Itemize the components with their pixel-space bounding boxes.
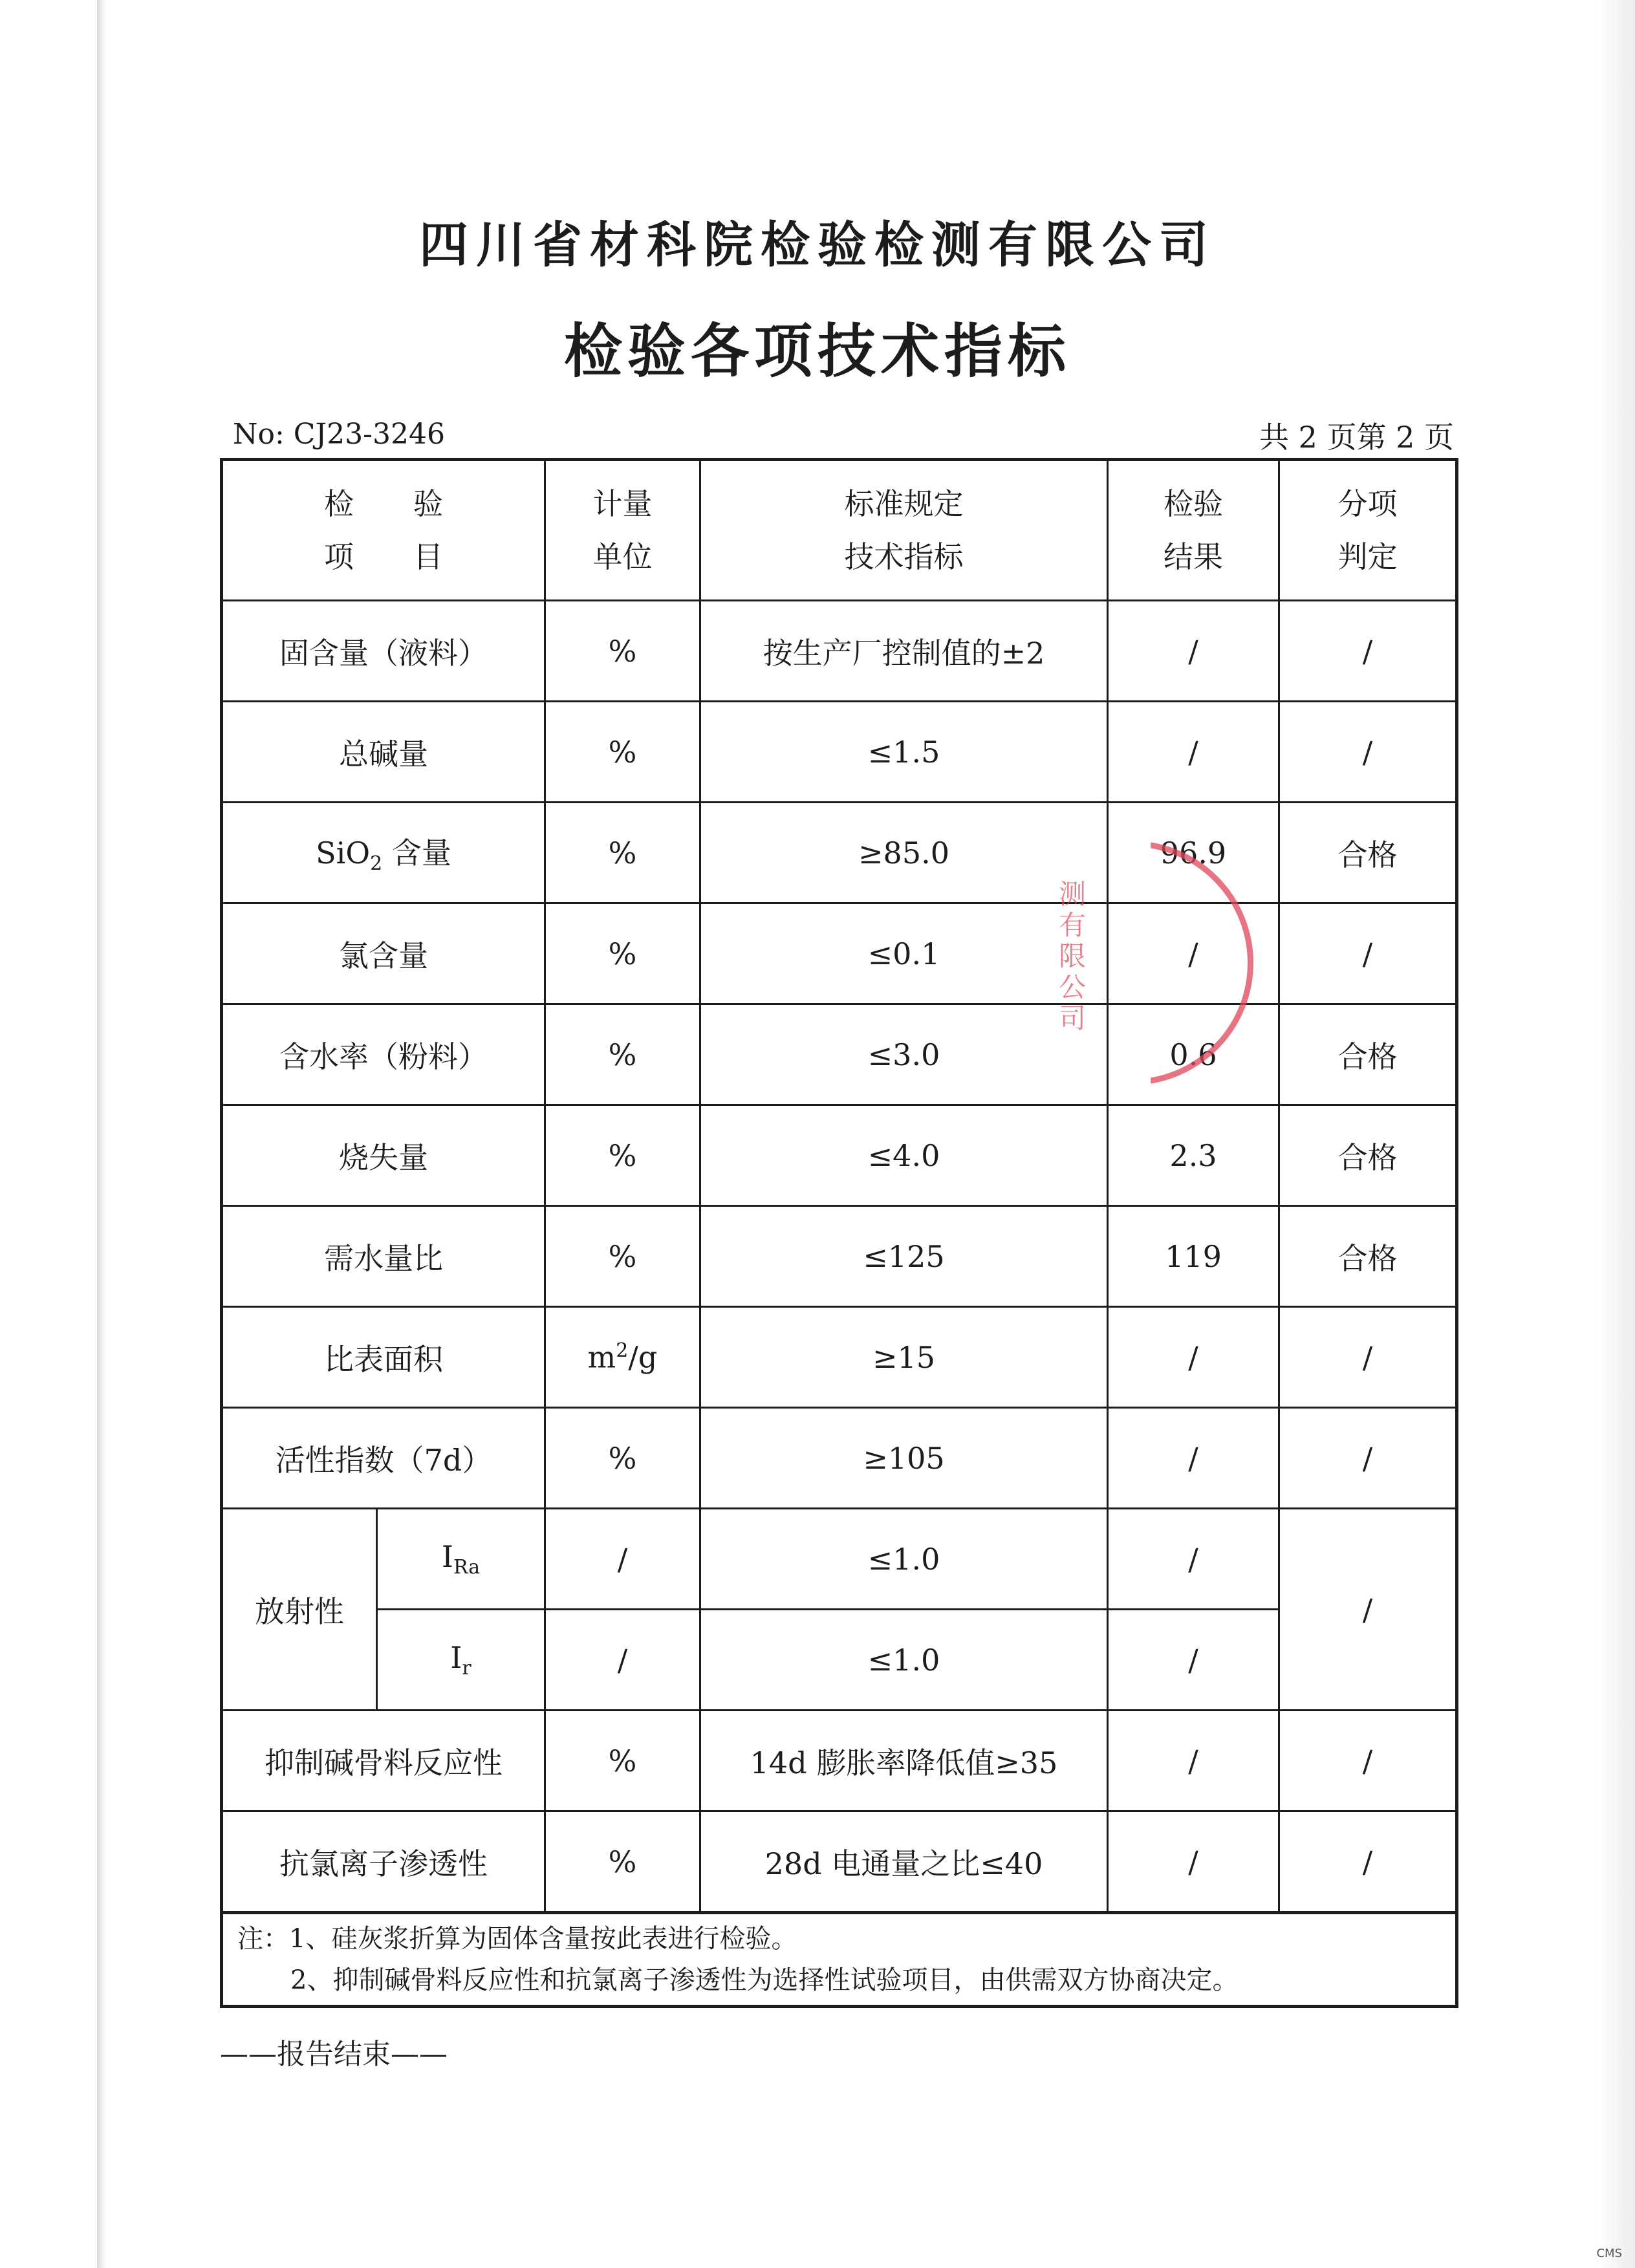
result-cell: / — [1108, 903, 1279, 1004]
result-cell: / — [1108, 1610, 1279, 1711]
document-title: 检验各项技术指标 — [564, 317, 1071, 385]
radioactivity-item-cell: 放射性 — [222, 1509, 377, 1711]
table-row — [222, 1408, 1457, 1509]
notes-cell — [222, 1913, 1457, 2007]
radioactivity-sub-item: $I_{Ra}$ — [377, 1509, 545, 1610]
result-cell: 119 — [1108, 1206, 1279, 1307]
item-cell: 需水量比 — [222, 1206, 545, 1307]
judgement-cell: / — [1279, 601, 1457, 702]
standard-cell: ≥105 — [700, 1408, 1108, 1509]
spec-table — [220, 458, 1458, 2008]
judgement-cell: / — [1279, 1307, 1457, 1408]
result-cell: / — [1108, 1509, 1279, 1610]
unit-cell: % — [545, 1004, 700, 1105]
standard-cell: 14d 膨胀率降低值≥35 — [700, 1711, 1108, 1811]
judgement-cell: 合格 — [1279, 1206, 1457, 1307]
item-cell: 活性指数（7d） — [222, 1408, 545, 1509]
result-cell: 0.6 — [1108, 1004, 1279, 1105]
item-cell: 含水率（粉料） — [222, 1004, 545, 1105]
judgement-cell: / — [1279, 1811, 1457, 1913]
table-row — [222, 1610, 1457, 1711]
table-row — [222, 601, 1457, 702]
item-cell: SiO$_2$ 含量 — [222, 803, 545, 903]
unit-cell: % — [545, 601, 700, 702]
stamp-text: 测有限公司 — [1055, 880, 1087, 1035]
table-row — [222, 1206, 1457, 1307]
table-header-row — [222, 460, 1457, 601]
header-judgement: 分项 判定 — [1279, 460, 1457, 601]
report-number: No: CJ23-3246 — [233, 418, 445, 451]
judgement-cell: / — [1279, 1711, 1457, 1811]
unit-cell: % — [545, 903, 700, 1004]
result-cell: 96.9 — [1108, 803, 1279, 903]
unit-cell: % — [545, 1711, 700, 1811]
unit-cell: % — [545, 803, 700, 903]
unit-cell: % — [545, 1408, 700, 1509]
table-row — [222, 1711, 1457, 1811]
report-end-mark: ——报告结束—— — [220, 2038, 448, 2071]
result-cell: / — [1108, 1811, 1279, 1913]
company-name: 四川省材科院检验检测有限公司 — [419, 216, 1216, 274]
item-cell: 抑制碱骨料反应性 — [222, 1711, 545, 1811]
item-cell: 比表面积 — [222, 1307, 545, 1408]
note-line: 2、抑制碱骨料反应性和抗氯离子渗透性为选择性试验项目，由供需双方协商决定。 — [290, 1965, 1239, 1995]
notes-row — [222, 1913, 1457, 2007]
header-item: 检 验 项 目 — [222, 460, 545, 601]
standard-cell: ≤125 — [700, 1206, 1108, 1307]
page-count: 共 2 页第 2 页 — [1259, 420, 1454, 455]
judgement-cell: 合格 — [1279, 1004, 1457, 1105]
header-standard: 标准规定 技术指标 — [700, 460, 1108, 601]
judgement-cell: 合格 — [1279, 803, 1457, 903]
standard-cell: ≥15 — [700, 1307, 1108, 1408]
standard-cell: ≤0.1 — [700, 903, 1108, 1004]
unit-cell: / — [545, 1610, 700, 1711]
result-cell: / — [1108, 1307, 1279, 1408]
judgement-cell: 合格 — [1279, 1105, 1457, 1206]
watermark-logo: CMS — [1596, 2247, 1622, 2260]
item-cell: 固含量（液料） — [222, 601, 545, 702]
judgement-cell: / — [1279, 702, 1457, 803]
radioactivity-sub-item: $I_r$ — [377, 1610, 545, 1711]
table-row — [222, 903, 1457, 1004]
table-row — [222, 803, 1457, 903]
result-cell: / — [1108, 1711, 1279, 1811]
standard-cell: 28d 电通量之比≤40 — [700, 1811, 1108, 1913]
unit-cell: $m^2/g$ — [545, 1307, 700, 1408]
standard-cell: ≤1.0 — [700, 1509, 1108, 1610]
unit-cell: / — [545, 1509, 700, 1610]
header-result: 检验 结果 — [1108, 460, 1279, 601]
table-row — [222, 1307, 1457, 1408]
note-line: 注：1、硅灰浆折算为固体含量按此表进行检验。 — [237, 1924, 797, 1954]
unit-cell: % — [545, 1105, 700, 1206]
standard-cell: 按生产厂控制值的±2 — [700, 601, 1108, 702]
standard-cell: ≤3.0 — [700, 1004, 1108, 1105]
item-cell: 烧失量 — [222, 1105, 545, 1206]
table-row — [222, 1105, 1457, 1206]
item-cell: 总碱量 — [222, 702, 545, 803]
table-row — [222, 1509, 1457, 1610]
item-cell: 抗氯离子渗透性 — [222, 1811, 545, 1913]
unit-cell: % — [545, 1811, 700, 1913]
table-row — [222, 1811, 1457, 1913]
result-cell: 2.3 — [1108, 1105, 1279, 1206]
judgement-cell: / — [1279, 903, 1457, 1004]
unit-cell: % — [545, 702, 700, 803]
standard-cell: ≤1.0 — [700, 1610, 1108, 1711]
table-row — [222, 702, 1457, 803]
standard-cell: ≥85.0 — [700, 803, 1108, 903]
standard-cell: ≤1.5 — [700, 702, 1108, 803]
standard-cell: ≤4.0 — [700, 1105, 1108, 1206]
unit-cell: % — [545, 1206, 700, 1307]
judgement-cell: / — [1279, 1509, 1457, 1711]
result-cell: / — [1108, 1408, 1279, 1509]
result-cell: / — [1108, 702, 1279, 803]
table-row — [222, 1004, 1457, 1105]
result-cell: / — [1108, 601, 1279, 702]
judgement-cell: / — [1279, 1408, 1457, 1509]
item-cell: 氯含量 — [222, 903, 545, 1004]
header-unit: 计量 单位 — [545, 460, 700, 601]
